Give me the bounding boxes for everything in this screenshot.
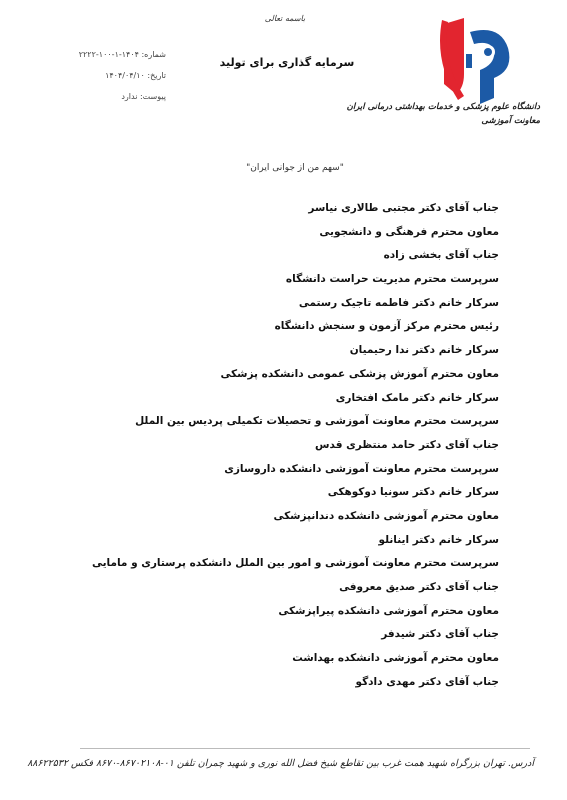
number-label: شماره:: [141, 50, 166, 59]
recipient-line: معاون محترم آموزشی دانشکده بهداشت: [292, 652, 499, 665]
recipient-list: [79, 197, 499, 694]
recipient-line: جناب آقای دکتر مجتبی طالاری نیاسر: [308, 202, 499, 214]
recipient-line: معاون محترم آموزشی دانشکده پیراپزشکی: [278, 604, 499, 617]
attachment-label: پیوست:: [139, 92, 166, 101]
recipient-line: جناب آقای دکتر مهدی دادگو: [355, 675, 499, 688]
recipient-line: سرکار خانم دکتر فاطمه تاجیک رستمی: [298, 296, 499, 309]
date-value: ۱۴۰۴/۰۴/۱۰: [105, 71, 145, 80]
recipient-line: معاون محترم آموزشی دانشکده دندانپزشکی: [273, 509, 499, 522]
footer-divider: [80, 748, 530, 749]
letter-date: [26, 65, 166, 86]
recipient-line: جناب آقای دکتر صدیق معروفی: [339, 581, 499, 593]
recipient-line: سرپرست محترم معاونت آموزشی دانشکده داروسازی: [224, 462, 499, 475]
recipient-line: سرکار خانم دکتر سونیا دوکوهکی: [327, 486, 499, 499]
letter-attachment: [26, 86, 166, 107]
recipient-line: معاون محترم فرهنگی و دانشجویی: [319, 225, 499, 238]
year-slogan-title: سرمایه گذاری برای تولید: [219, 56, 355, 69]
university-name: دانشگاه علوم پزشکی و خدمات بهداشتی درمانی ایران: [346, 102, 540, 112]
recipient-line: سرکار خانم دکتر ندا رحیمیان: [349, 344, 499, 357]
slogan-text: "سهم من از جوانی ایران": [246, 163, 344, 173]
letter-meta: [26, 44, 166, 107]
department-name: معاونت آموزشی: [481, 116, 540, 126]
recipient-line: سرپرست محترم مدیریت حراست دانشگاه: [285, 273, 499, 286]
university-name-block: [346, 100, 540, 128]
date-label: تاریخ:: [147, 71, 166, 80]
number-value: ۱۴۰۴-۱-۱۰۰-۲۲۲۲: [78, 50, 139, 59]
recipient-line: سرکار خانم دکتر مامک افتخاری: [335, 391, 499, 404]
invocation-text: باسمه تعالی: [264, 14, 306, 23]
recipient-line: سرپرست محترم معاونت آموزشی و امور بین الملل دانشکده پرستاری و مامایی: [91, 557, 499, 570]
attachment-value: ندارد: [121, 92, 138, 101]
recipient-line: سرکار خانم دکتر اینانلو: [378, 533, 499, 546]
recipient-line: رئیس محترم مرکز آزمون و سنجش دانشگاه: [274, 320, 499, 333]
university-logo-icon: [436, 14, 516, 110]
footer-address: آدرس. تهران بزرگراه شهید همت غرب بین تقاطع شیخ فضل الله نوری و شهید چمران تلفن ۰۱-۸۶۷۰۲۱۰۸-۸۶۷۰ فکس ۸۸۶۲۲۵۳۲: [27, 758, 534, 769]
recipient-line: جناب آقای بخشی زاده: [383, 249, 499, 262]
recipient-line: معاون محترم آموزش پزشکی عمومی دانشکده پزشکی: [220, 367, 499, 380]
recipient-line: سرپرست محترم معاونت آموزشی و تحصیلات تکمیلی پردیس بین الملل: [135, 415, 499, 428]
recipient-line: جناب آقای دکتر حامد منتظری قدس: [315, 438, 499, 451]
letter-number: [26, 44, 166, 65]
recipient-line: جناب آقای دکتر شیدفر: [381, 628, 499, 641]
